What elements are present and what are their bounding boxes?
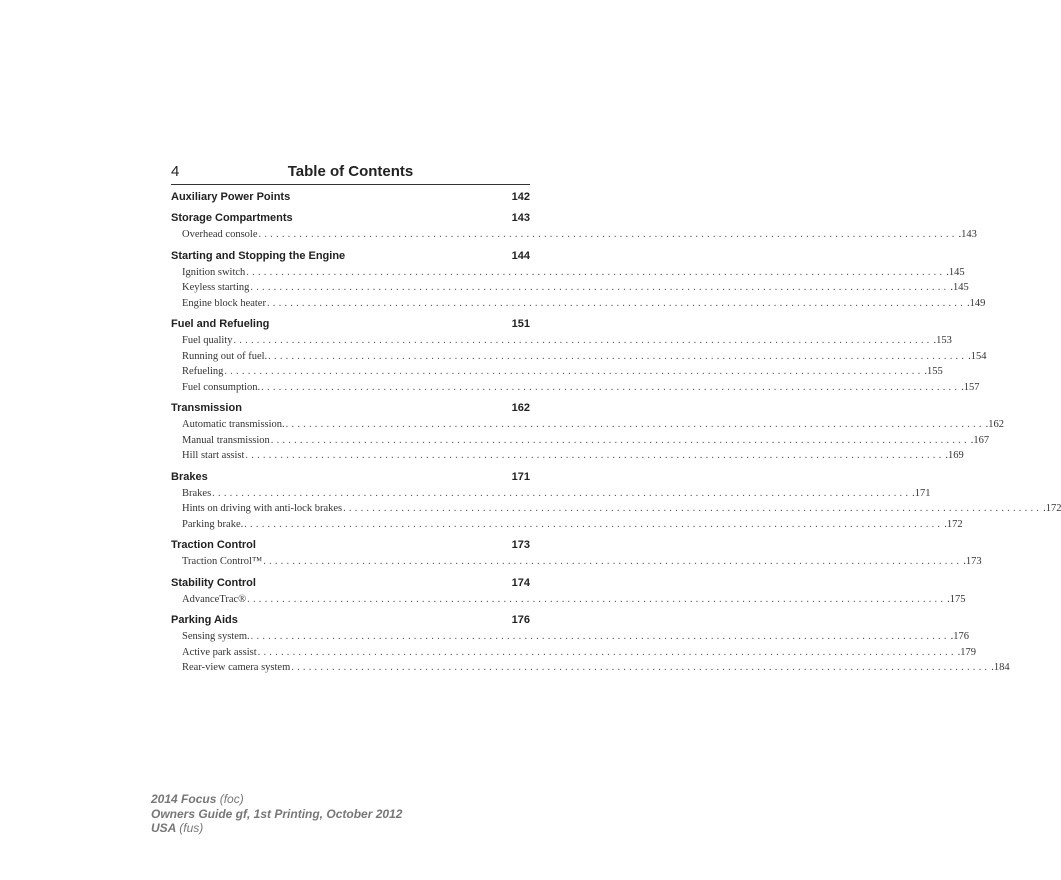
dot-leader: ........................................................................................................................ [257,646,957,658]
footer-market-code: (fus) [179,821,204,835]
toc-entry[interactable] [171,227,977,243]
toc-section-page: 174 [511,576,530,589]
toc-section-page: 151 [511,318,530,330]
toc-entry-label: Rear-view camera system [182,662,291,673]
dot-leader: ........................................................................................................................ [246,266,946,278]
toc-section-page: 143 [511,212,530,224]
toc-entry-page: .172 [1043,503,1061,514]
dot-leader: ........................................................................................................................ [343,503,1043,514]
toc-entry-label: Active park assist [182,646,257,658]
dot-leader: ........................................................................................................................ [250,631,950,642]
toc-entry-page: .167 [970,434,990,446]
toc-section [171,211,977,243]
footer-line-printing: Owners Guide gf, 1st Printing, October 2012 [151,806,403,821]
toc-entry-page: .175 [947,593,966,605]
toc-entry[interactable] [171,280,969,296]
page-number: 4 [171,163,180,180]
toc-section [171,470,1061,533]
dot-leader: ........................................................................................................................ [224,366,924,377]
toc-section-heading[interactable] [171,190,530,205]
dot-leader: ........................................................................................................................ [233,335,933,346]
toc-entry[interactable] [171,517,963,533]
toc-entry[interactable] [171,645,977,661]
toc-section [171,249,986,312]
toc-entry-page: .143 [958,229,977,240]
toc-entry[interactable] [171,486,931,502]
toc-section-title: Storage Compartments [171,212,293,224]
toc-section-heading[interactable] [171,538,530,553]
dot-leader: ........................................................................................................................ [291,662,991,673]
toc-entry[interactable] [171,448,964,464]
toc-entry-label: Overhead console [182,229,258,240]
toc-entry-page: .149 [966,297,986,309]
toc-entry-label: Manual transmission [182,434,270,446]
toc-entry[interactable] [171,364,943,380]
toc-section-page: 144 [511,249,530,262]
toc-section-heading[interactable] [171,576,530,591]
dot-leader: ........................................................................................................................ [263,556,963,567]
dot-leader: ........................................................................................................................ [261,381,961,393]
dot-leader: ........................................................................................................................ [250,282,950,293]
toc-entry-label: Ignition switch [182,266,246,278]
toc-entry[interactable] [171,380,980,396]
toc-entry[interactable] [171,501,1061,517]
toc-entry[interactable] [171,296,986,312]
footer-line-market [151,821,402,836]
dot-leader: ........................................................................................................................ [212,487,912,499]
toc-entry-label: Parking brake. [182,518,244,530]
toc-entry-page: .162 [985,419,1005,430]
footer-market: USA [151,821,176,835]
footer-model: 2014 Focus [151,792,217,806]
toc-section-heading[interactable] [171,211,530,226]
toc-entry-page: .171 [912,487,931,499]
toc-entry[interactable] [171,333,952,349]
toc-entry-page: .169 [945,450,964,461]
toc-entry-page: .173 [963,556,982,567]
toc-entry-page: .157 [961,381,980,393]
toc-entry[interactable] [171,349,987,365]
dot-leader: ........................................................................................................................ [245,450,945,461]
toc-entry[interactable] [171,554,982,570]
footer-line-model [151,792,402,807]
toc-section [171,317,987,395]
toc-entry-label: Brakes [182,487,212,499]
toc-entry-label: Traction Control™ [182,556,263,567]
toc-entry-label: Keyless starting [182,282,250,293]
footer-model-code: (foc) [219,792,244,806]
toc-section-title: Traction Control [171,539,256,551]
table-of-contents [171,190,1061,682]
toc-section-page: 173 [511,539,530,551]
toc-entry-label: AdvanceTrac® [182,593,247,605]
dot-leader: ........................................................................................................................ [244,518,944,530]
toc-section-title: Brakes [171,470,208,483]
toc-entry-label: Sensing system. [182,631,250,642]
toc-entry-page: .176 [950,631,970,642]
toc-entry-page: .184 [991,662,1010,673]
toc-entry[interactable] [171,417,1005,433]
toc-section-heading[interactable] [171,613,530,628]
toc-entry-label: Engine block heater [182,297,266,309]
toc-section-page: 162 [511,402,530,414]
toc-section-page: 176 [511,614,530,626]
toc-entry-label: Refueling [182,366,224,377]
toc-entry-page: .145 [950,282,969,293]
dot-leader: ........................................................................................................................ [285,419,985,430]
toc-section-title: Transmission [171,402,242,414]
toc-entry[interactable] [171,433,990,449]
toc-entry-label: Fuel quality [182,335,233,346]
toc-section [171,576,966,608]
toc-entry[interactable] [171,660,1010,676]
dot-leader: ........................................................................................................................ [266,297,966,309]
toc-entry-page: .145 [946,266,965,278]
dot-leader: ........................................................................................................................ [268,350,968,362]
toc-entry[interactable] [171,629,970,645]
toc-section-title: Stability Control [171,576,256,589]
toc-section [171,613,1010,676]
toc-entry-label: Fuel consumption. [182,381,261,393]
toc-entry-page: .154 [968,350,987,362]
toc-entry-label: Hints on driving with anti-lock brakes [182,503,343,514]
toc-section [171,190,530,205]
toc-entry-page: .153 [933,335,952,346]
toc-section-heading[interactable] [171,470,530,485]
toc-section-title: Auxiliary Power Points [171,191,291,203]
dot-leader: ........................................................................................................................ [258,229,958,240]
toc-entry[interactable] [171,265,965,281]
toc-section-heading[interactable] [171,317,530,332]
toc-section-title: Starting and Stopping the Engine [171,249,346,262]
toc-entry-page: .179 [957,646,977,658]
dot-leader: ........................................................................................................................ [247,593,947,605]
print-footer [151,792,402,836]
toc-section-page: 142 [511,191,530,203]
toc-section-page: 171 [511,470,530,483]
page-header [171,162,530,185]
toc-entry-page: .155 [924,366,943,377]
toc-entry-label: Automatic transmission. [182,419,285,430]
toc-section-title: Parking Aids [171,614,238,626]
toc-entry-page: .172 [944,518,963,530]
toc-entry-label: Hill start assist [182,450,245,461]
toc-entry[interactable] [171,592,966,608]
toc-entry-label: Running out of fuel. [182,350,268,362]
toc-section [171,401,1005,464]
toc-section-heading[interactable] [171,249,530,264]
toc-section-title: Fuel and Refueling [171,318,270,330]
page-title: Table of Contents [287,163,414,180]
dot-leader: ........................................................................................................................ [270,434,970,446]
toc-section [171,538,982,570]
toc-section-heading[interactable] [171,401,530,416]
